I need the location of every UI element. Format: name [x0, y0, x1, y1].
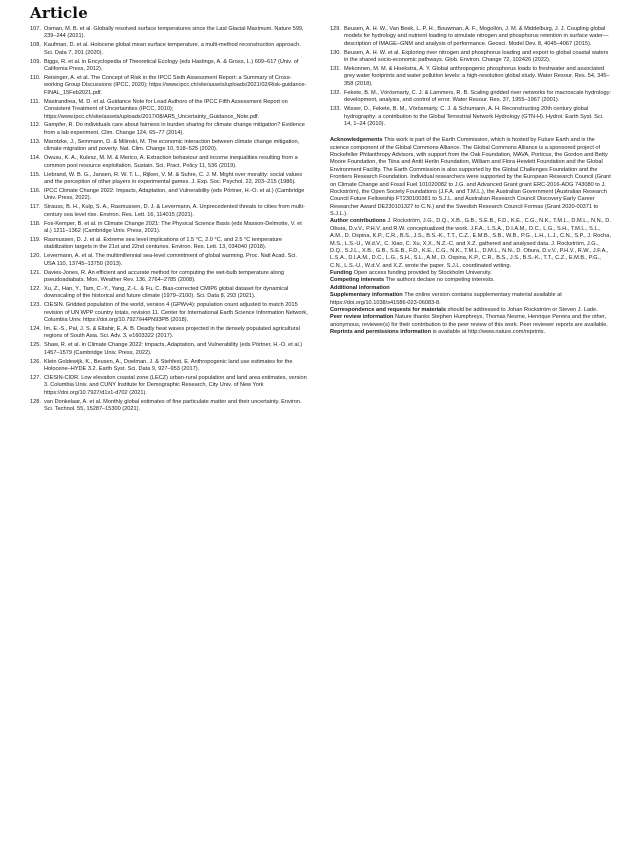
reference-number: 110.	[30, 75, 41, 82]
reference-number: 118.	[30, 220, 41, 227]
correspondence-information	[330, 307, 612, 314]
reference-item	[30, 221, 308, 236]
reference-text: CIESIN. Gridded population of the world, version 4 (GPWv4): population count adjusted to match 2015 revision of UN WPP country totals, revision 11. Center for International Earth Science Information Network, Columbia Univ. https://doi.org/10.7927/H4PN93PB (2018).	[44, 302, 308, 323]
reference-item	[30, 188, 308, 203]
reference-text: Levermann, A. et al. The multimillennial sea-level commitment of global warming. Proc. Natl Acad. Sci. USA 110, 13745–13750 (2013).	[44, 253, 297, 267]
reference-item	[30, 172, 308, 187]
reference-number: 113.	[30, 138, 41, 145]
reference-item	[330, 26, 612, 48]
funding-section	[330, 270, 612, 277]
reference-item	[30, 270, 308, 285]
reference-item	[30, 204, 308, 219]
reference-number: 126.	[30, 358, 41, 365]
reference-text: Mastrandrea, M. D. et al. Guidance Note for Lead Authors of the IPCC Fifth Assessment Report on Consistent Treatment of Uncertainties (IPCC, 2010); https://www.ipcc.ch/site/assets/uploads/2017/08/AR5_Uncertainty_Guidance_Note.pdf.	[44, 98, 288, 120]
competing-interests-heading: Competing interests	[330, 277, 385, 284]
reference-number: 111.	[30, 98, 41, 105]
reference-text: Owusu, K. A., Kulesz, M. M. & Merico, A. Extraction behaviour and income inequalities resulting from a common pool resource exploitation. Sustain. Sci. Pract. Policy 11, 536 (2019).	[44, 155, 298, 169]
funding-heading: Funding	[330, 270, 353, 276]
reference-text: Mekonnen, M. M. & Hoekstra, A. Y. Global anthropogenic phosphorus loads to freshwater and associated grey water footprints and water pollution levels: a high-resolution global study. Water Resour. Res. 54, 345–358 (2018).	[344, 66, 610, 87]
reference-number: 128.	[30, 398, 41, 405]
acknowledgements-section	[330, 137, 612, 218]
reference-text: Osman, M. B. et al. Globally resolved surface temperatures since the Last Glacial Maximum. Nature 599, 239–244 (2021).	[44, 26, 304, 40]
reference-number: 109.	[30, 58, 41, 65]
correspondence-text: should be addressed to Johan Rockström or Steven J. Lade.	[447, 306, 598, 313]
reference-number: 132.	[330, 89, 341, 96]
reference-text: Fekete, B. M., Vörösmarty, C. J. & Lammers, R. B. Scaling gridded river networks for macroscale hydrology: development, analysis, and control of error. Water Resour. Res. 37, 1955–1967 (2001).	[344, 89, 611, 104]
funding-text: Open access funding provided by Stockholm University.	[353, 270, 492, 276]
left-column	[30, 26, 308, 415]
reference-item	[30, 26, 308, 41]
reference-item	[30, 342, 308, 357]
acknowledgements-heading: Acknowledgements	[330, 137, 383, 144]
reference-number: 124.	[30, 325, 41, 332]
peer-review-text: Nature thanks Stephen Humphreys, Thomas Nesme, Henrique Pereira and the other, anonymous, reviewer(s) for their contribution to the peer review of this work. Peer reviewer reports are available.	[330, 314, 608, 328]
reference-item	[330, 50, 612, 65]
reference-text: Davies-Jones, R. An efficient and accurate method for computing the wet-bulb temperature along pseudoadiabats. Mon. Weather Rev. 136, 2764–2785 (2008).	[44, 269, 284, 283]
reference-number: 129.	[330, 26, 341, 32]
reference-list-right	[330, 26, 612, 128]
reprints-heading: Reprints and permissions information	[330, 329, 432, 335]
reference-text: Beusen, A. H. W. et al. Exploring river nitrogen and phosphorus loading and export to global coastal waters in the shared socio-economic pathways. Glob. Environ. Change 72, 102426 (2022).	[344, 49, 609, 64]
page-header-title: Article	[30, 4, 88, 22]
reference-number: 127.	[30, 375, 41, 381]
reference-text: Fox-Kemper, B. et al. in Climate Change 2021: The Physical Science Basis (eds Masson-Delmotte, V. et al.) 1211–1362 (Cambridge Univ. Press, 2021).	[44, 220, 302, 234]
reference-number: 121.	[30, 269, 41, 276]
reference-text: Klein Goldewijk, K., Beusen, A., Doelman, J. & Stehfest, E. Anthropogenic land use estimates for the Holocene–HYDE 3.2. Earth Syst. Sci. Data 9, 927–953 (2017).	[44, 358, 293, 373]
peer-review-information	[330, 314, 612, 329]
supplementary-information	[330, 292, 612, 307]
reference-number: 131.	[330, 66, 341, 73]
reference-number: 117.	[30, 204, 41, 211]
reference-text: van Donkelaar, A. et al. Monthly global estimates of fine particulate matter and their uncertainty. Environ. Sci. Technol. 55, 15287–15300 (2021).	[44, 398, 302, 413]
acknowledgements-text: This work is part of the Earth Commission, which is hosted by Future Earth and is the science component of the Global Commons Alliance. The Global Commons Alliance is a sponsored project of Rockefeller Philanthropy Advisors, with support from the Oak Foundation, MAVA, Porticus, the Gordon and Betty Moore Foundation, the Tiina and Antti Herlin Foundation, William and Flora Hewlett Foundation and the Global Environment Facility. The Earth Commission is also supported by the Global Challenges Foundation and the Frontiers Research Foundation. Individual researchers were supported by the European Research Council (Grant on Climate Change and Fossil Fuel 101020082 to J.G. and Advanced Grant grant ERC-2016-ADG 743080 to J. Rockström), the Open Society Foundations (J.F.A. and T.M.L.), the Australian Government (Australian Research Council Future Fellowship FT230100381 to S.J.L. and Australian Research Council Discovery Early Career Researcher Award DE230101327 to C.N.) and the Swedish Research Council Formas (Grant 2020-00371 to S.J.L.).	[330, 137, 611, 217]
reference-number: 130.	[330, 49, 341, 56]
reference-text: Biggs, R. et al. in Encyclopedia of Theoretical Ecology (eds Hastings, A. & Gross, L.) 609–617 (Univ. of California Press, 2012).	[44, 58, 299, 73]
reference-number: 125.	[30, 342, 41, 349]
reference-number: 108.	[30, 42, 41, 49]
right-column	[330, 26, 612, 343]
competing-interests-text: The authors declare no competing interests.	[385, 277, 495, 284]
reference-item	[30, 155, 308, 170]
author-contributions-heading: Author contributions	[330, 218, 386, 225]
back-matter	[330, 137, 612, 336]
reference-text: Rasmussen, D. J. et al. Extreme sea level implications of 1.5 °C, 2.0 °C, and 2.5 °C temperature stabilization targets in the 21st and 22nd centuries. Environ. Res. Lett. 13, 034040 (2018).	[44, 236, 283, 251]
reference-item	[330, 90, 612, 105]
reference-item	[30, 99, 308, 121]
reference-number: 116.	[30, 187, 41, 194]
reference-text: Wisser, D., Fekete, B. M., Vörösmarty, C. J. & Schumann, A. H. Reconstructing 20th century global hydrography: a contribution to the Global Terrestrial Network Hydrology (GTN-H). Hydrol. Earth Syst. Sci. 14, 1–24 (2010).	[344, 106, 604, 127]
reference-number: 107.	[30, 26, 41, 32]
reference-number: 123.	[30, 302, 41, 309]
supplementary-heading: Supplementary information	[330, 292, 403, 299]
reference-list-left	[30, 26, 308, 413]
additional-information-title: Additional information	[330, 284, 390, 291]
reference-text: Liebrand, W. B. G., Jansen, R. W. T. L., Rijken, V. M. & Suhre, C. J. M. Might over morality: social values and the perception of other players in experimental games. J. Exp. Soc. Psychol. 22, 203–215 (1986).	[44, 171, 303, 185]
competing-interests-section	[330, 277, 612, 284]
reprints-information	[330, 329, 612, 336]
reference-text: IPCC Climate Change 2022: Impacts, Adaptation, and Vulnerability (eds Pörtner, H.-O. et al.) (Cambridge Univ. Press, 2022).	[44, 187, 305, 202]
reference-text: Strauss, B. H., Kulp, S. A., Rasmussen, D. J. & Levermann, A. Unprecedented threats to cities from multi-century sea level rise. Environ. Res. Lett. 16, 114015 (2021).	[44, 204, 305, 218]
peer-review-heading: Peer review information	[330, 314, 394, 321]
reference-number: 122.	[30, 285, 41, 292]
reference-item	[30, 359, 308, 374]
reference-item	[30, 326, 308, 341]
additional-information-section	[330, 285, 612, 337]
author-contributions-section	[330, 218, 612, 270]
reference-item	[330, 106, 612, 128]
reference-item	[330, 66, 612, 88]
reference-item	[30, 302, 308, 324]
reference-text: Kaufman, D. et al. Holocene global mean surface temperature, a multi-method reconstruction approach. Sci. Data 7, 201 (2020).	[44, 42, 301, 56]
reference-text: Xu, Z., Han, Y., Tam, C.-Y., Yang, Z.-L. & Fu, C. Bias-corrected CMIP6 global dataset for dynamical downscaling of the historical and future climate (1979–2100). Sci. Data 8, 293 (2021).	[44, 285, 289, 300]
reference-text: Gampfer, R. Do individuals care about fairness in burden sharing for climate change mitigation? Evidence from a lab experiment. Clim. Change 124, 65–77 (2014).	[44, 122, 305, 136]
reference-item	[30, 253, 308, 268]
reference-text: CIESIN-CIDR. Low elevation coastal zone (LECZ) urban-rural population and land area estimates, version 3. Columbia Univ. and CUNY Institute for Demographic Research, City Univ. of New York https://doi.org/10.7927/d1x1-d702 (2021).	[44, 375, 307, 396]
reference-text: Beusen, A. H. W., Van Beek, L. P. H., Bouwman, A. F., Mogollón, J. M. & Middelburg, J. J. Coupling global models for hydrology and nutrient loading to simulate nitrogen and phosphorus retention in surface water—description of IMAGE–GNM and analysis of performance. Geosci. Model Dev. 8, 4045–4067 (2015).	[344, 26, 609, 47]
correspondence-heading: Correspondence and requests for materials	[330, 306, 446, 313]
reference-item	[30, 42, 308, 57]
reference-text: Shaw, R. et al. in Climate Change 2022: Impacts, Adaptation, and Vulnerability (eds Pörtner, H.-O. et al.) 1457–1579 (Cambridge Univ. Press, 2022).	[44, 342, 303, 356]
reference-number: 120.	[30, 253, 41, 260]
reference-number: 115.	[30, 171, 41, 178]
reference-number: 114.	[30, 155, 41, 162]
reference-number: 133.	[330, 106, 341, 113]
reference-text: Marotzke, J., Semmann, D. & Milinski, M. The economic interaction between climate change mitigation, climate migration and poverty. Nat. Clim. Change 10, 518–525 (2020).	[44, 138, 300, 153]
reference-number: 119.	[30, 236, 41, 243]
supplementary-text: The online version contains supplementary material available at https://doi.org/10.1038/s41586-023-06083-8.	[330, 292, 562, 306]
reference-item	[30, 122, 308, 137]
reprints-text: is available at http://www.nature.com/reprints.	[432, 329, 546, 335]
reference-item	[30, 399, 308, 414]
author-contributions-text: J. Rockström, J.G., D.Q., X.B., G.B., S.E.B., F.D., K.E., C.G., N.K., T.M.L., D.M.L., N.N., D. Obura, D.v.V., P.H.V. and R.W. conceptualized the work. J.F.A., L.S.A., D.I.A.M., D.C., L.G., S.H., T.M.L., S.L., A.M., D. Ospina, K.P., C.R., B.S., J.S., B.S.-K., T.T., C.Z., E.M.B., S.B., W.B., P.G., L.H., L.J., C.N., S.P., J. Rocha, M.S., L.S.-U., W.d.V., C. Xiao, C. Xu, X.X., N.Z.-C. and X.Z. gathered and analysed data. J. Rockström, J.G., D.Q., S.J.L., X.B., G.B., S.E.B., F.D., K.E., C.G., N.K., T.M.L., D.M.L., N.N., D. Obura, D.v.V., P.H.V., R.W., J.F.A., L.S.A., D.I.A.M., D.C., L.G., S.H., S.L., A.M., D. Ospina, K.P., C.R., B.S., J.S., B.S.-K., T.T., C.Z., E.M.B., P.G., C.N., L.S.-U., W.d.V. and X.Z. wrote the paper. S.J.L. coordinated writing.	[330, 218, 611, 269]
reference-text: Im, E.-S., Pal, J. S. & Eltahir, E. A. B. Deadly heat waves projected in the densely populated agricultural regions of South Asia. Sci. Adv. 3, e1603322 (2017).	[44, 325, 300, 340]
reference-item	[30, 375, 308, 397]
reference-item	[30, 237, 308, 252]
reference-item	[30, 286, 308, 301]
reference-item	[30, 59, 308, 74]
reference-item	[30, 75, 308, 97]
reference-number: 112.	[30, 122, 41, 129]
reference-item	[30, 139, 308, 154]
reference-text: Reisinger, A. et al. The Concept of Risk in the IPCC Sixth Assessment Report: a Summary of Cross-working Group Discussions (IPCC, 2020); https://www.ipcc.ch/site/assets/uploads/2021/02/Risk-guidance-FINAL_15Feb2021.pdf.	[44, 75, 307, 96]
